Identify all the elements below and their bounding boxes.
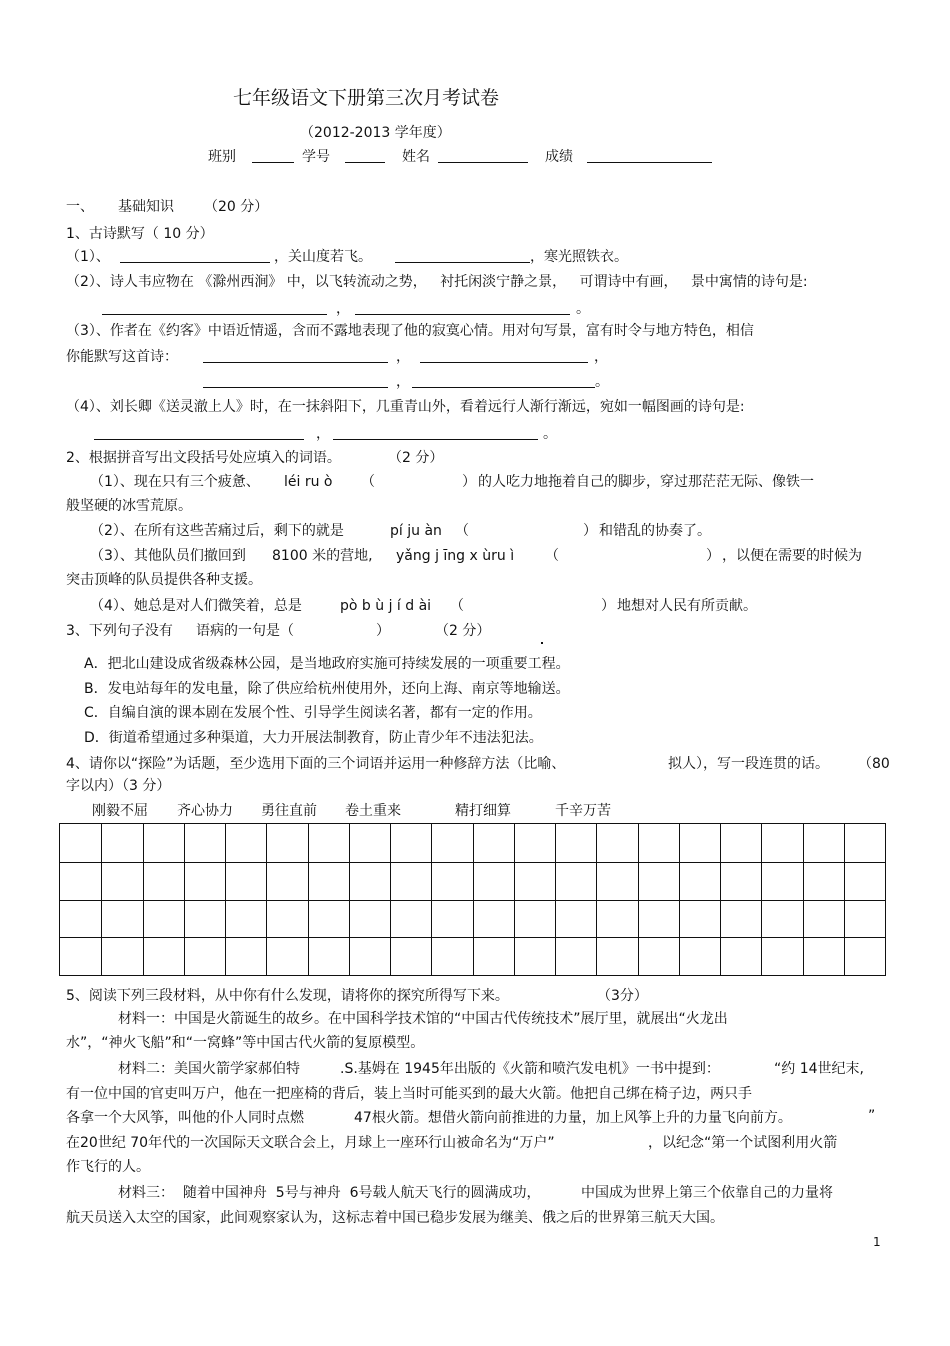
q2-s3-line2: 突击顶峰的队员提供各种支援。 <box>66 572 262 588</box>
section1-title: 基础知识 <box>118 199 174 215</box>
q1-s3-comma3: ， <box>396 374 410 390</box>
q1-s1-prefix: （1）、 <box>66 249 110 265</box>
q3-option-c: C．自编自演的课本剧在发展个性、引导学生阅读名著，都有一定的作用。 <box>84 705 542 721</box>
q3-option-d: D．街道希望通过多种渠道，大力开展法制教育，防止青少年不违法犯法。 <box>84 730 543 746</box>
student-id-label: 学号 <box>302 149 330 165</box>
q1-s4-blank1[interactable] <box>94 425 304 440</box>
q1-s3-line1: （3）、作者在《约客》中语近情遥，含而不露地表现了他的寂寞心情。用对句写景，富有时令与地方特色，相信 <box>66 323 754 339</box>
q5-points: （3分） <box>597 988 648 1004</box>
q1-title: 1、古诗默写（ 10 分） <box>66 226 214 242</box>
q5-material3-line1-a: 材料三： 随着中国神舟 5号与神舟 6号载人航天飞行的圆满成功， <box>118 1185 541 1201</box>
q4-line1-c: （80 <box>858 756 890 772</box>
q3-title-b: 语病的一句是（ <box>196 623 294 639</box>
q5-material3-line1-b: 中国成为世界上第三个依靠自己的力量将 <box>581 1185 833 1201</box>
score-label: 成绩 <box>545 149 573 165</box>
q1-s4-end: 。 <box>543 426 557 442</box>
q4-word: 齐心协力 <box>177 803 233 819</box>
q5-material3-line2: 航天员送入太空的国家，此间观察家认为，这标志着中国已稳步发展为继美、俄之后的世界第三航天大国。 <box>66 1210 724 1226</box>
q1-s3-line2: 你能默写这首诗： <box>66 349 178 365</box>
q2-s4-text: （4）、她总是对人们微笑着，总是 <box>90 598 302 614</box>
q4-word: 精打细算 <box>455 803 511 819</box>
score-blank[interactable] <box>587 148 712 163</box>
writing-grid[interactable] <box>59 823 886 976</box>
q2-s3-text2: ，以便在需要的时候为 <box>722 548 862 564</box>
q5-material2-line3-a: 各拿一个大风筝，叫他的仆人同时点燃 <box>66 1110 304 1126</box>
class-blank[interactable] <box>252 148 294 163</box>
q5-material2-line3-c: ” <box>868 1108 876 1124</box>
q5-material2-line2: 有一位中国的官吏叫万户，他在一把座椅的背后，装上当时可能买到的最大火箭。他把自己绑在椅子边，两只手 <box>66 1086 752 1102</box>
name-label: 姓名 <box>402 149 430 165</box>
q1-s4-comma: ， <box>316 426 330 442</box>
q2-s1-pinyin: léi ru ò <box>284 474 333 490</box>
q1-s3-blank3[interactable] <box>203 373 388 388</box>
q1-s3-comma1: ， <box>396 349 410 365</box>
q3-title-c: ） <box>376 623 390 639</box>
q5-title: 5、阅读下列三段材料，从中你有什么发现，请将你的探究所得写下来。 <box>66 988 509 1004</box>
page-number: 1 <box>873 1235 881 1249</box>
q5-material2-line4-b: ，以纪念“第一个试图利用火箭 <box>648 1135 838 1151</box>
q4-word: 刚毅不屈 <box>92 803 148 819</box>
q2-s1-open-paren: （ <box>361 474 375 490</box>
grid-row-line <box>60 900 885 901</box>
q2-s2-text: （2）、在所有这些苦痛过后，剩下的就是 <box>90 523 344 539</box>
q3-title-a: 3、下列句子没有 <box>66 622 950 640</box>
q2-points: （2 分） <box>388 450 444 466</box>
q1-s2-end: 。 <box>576 301 590 317</box>
q2-s2-text2: 和错乱的协奏了。 <box>599 523 711 539</box>
q2-s4-open-paren: （ <box>450 598 464 614</box>
q1-s4-blank2[interactable] <box>333 425 538 440</box>
q2-s1-line2: 般坚硬的冰雪荒原。 <box>66 498 192 514</box>
q3-option-a: A．把北山建设成省级森林公园，是当地政府实施可持续发展的一项重要工程。 <box>84 656 570 672</box>
q5-material2-line1-c: “约 14世纪末, <box>774 1061 864 1077</box>
section1-points: （20 分） <box>204 199 269 215</box>
q1-s2-blank2[interactable] <box>355 300 570 315</box>
q4-word: 千辛万苦 <box>555 803 611 819</box>
grid-row-line <box>60 937 885 938</box>
q2-s4-close-paren: ） <box>601 598 615 614</box>
q1-s2-blank1[interactable] <box>102 300 327 315</box>
name-blank[interactable] <box>438 148 528 163</box>
q2-s2-pinyin: pí ju àn <box>390 523 442 539</box>
q2-s3-open-paren: （ <box>545 548 559 564</box>
q1-s3-blank1[interactable] <box>203 348 388 363</box>
q4-word: 卷土重来 <box>345 803 401 819</box>
class-label: 班别 <box>208 149 236 165</box>
q2-s1-text: （1）、现在只有三个疲惫、 <box>90 474 260 490</box>
q5-material2-line1-a: 材料二：美国火箭学家郝伯特 <box>118 1061 300 1077</box>
student-id-blank[interactable] <box>345 148 385 163</box>
q3-option-b: B．发电站每年的发电量，除了供应给杭州使用外，还向上海、南京等地输送。 <box>84 681 570 697</box>
q2-s3-num: 8100 米的营地, <box>272 548 373 564</box>
q2-s3-pinyin: yǎng j īng x ùru ì <box>396 548 515 564</box>
q1-s3-blank4[interactable] <box>412 373 595 388</box>
q1-s3-blank2[interactable] <box>420 348 588 363</box>
q5-material2-line3-b: 47根火箭。想借火箭向前推进的力量，加上风筝上升的力量飞向前方。 <box>354 1110 792 1126</box>
q2-s3-text: （3）、其他队员们撤回到 <box>90 548 246 564</box>
school-year: （2012-2013 学年度） <box>300 125 451 141</box>
q5-material2-line4-a: 在20世纪 70年代的一次国际天文联合会上，月球上一座环行山被命名为“万户” <box>66 1135 555 1151</box>
q1-s2-line1: （2）、诗人韦应物在 《滁州西涧》 中，以飞转流动之势， 衬托闲淡宁静之景， 可谓诗中有画， 景中寓情的诗句是: <box>66 274 808 290</box>
grid-row-line <box>60 862 885 863</box>
q4-line1-b: 拟人），写一段连贯的话。 <box>668 756 829 772</box>
q2-s1-close-paren: ） <box>462 474 476 490</box>
q2-s4-pinyin: pò b ù j í d ài <box>340 598 432 614</box>
q5-material2-line5: 作飞行的人。 <box>66 1159 150 1175</box>
q1-s1-end: ，寒光照铁衣。 <box>530 249 628 265</box>
q1-s3-comma2: ， <box>594 349 608 365</box>
q3-points: （2 分） <box>435 623 491 639</box>
q2-title: 2、根据拼音写出文段括号处应填入的词语。 <box>66 450 341 466</box>
q1-s4-line1: （4）、刘长卿《送灵澈上人》时，在一抹斜阳下，几重青山外，看着远行人渐行渐远，宛如一幅图画的诗句是: <box>66 399 745 415</box>
section1-number: 一、 <box>66 199 94 215</box>
q2-s2-close-paren: ） <box>583 523 597 539</box>
q2-s1-text2: 的人吃力地拖着自己的脚步，穿过那茫茫无际、像铁一 <box>478 474 814 490</box>
page-title: 七年级语文下册第三次月考试卷 <box>233 87 500 109</box>
q1-s1-mid: ，关山度若飞。 <box>274 249 372 265</box>
q1-s2-comma: ， <box>336 301 350 317</box>
q5-material2-line1-b: .S.基姆在 1945年出版的《火箭和喷汽发电机》一书中提到： <box>340 1061 720 1077</box>
q1-s3-end: 。 <box>595 374 609 390</box>
q2-s3-close-paren: ） <box>706 548 720 564</box>
q4-line2: 字以内）（3 分） <box>66 778 171 794</box>
q2-s2-open-paren: （ <box>455 523 469 539</box>
q1-s1-blank1[interactable] <box>120 248 270 263</box>
q2-s4-text2: 地想对人民有所贡献。 <box>617 598 757 614</box>
q5-material1-line1: 材料一：中国是火箭诞生的故乡。在中国科学技术馆的“中国古代传统技术”展厅里，就展出“火龙出 <box>118 1011 728 1027</box>
q5-material1-line2: 水”，“神火飞船”和“一窝蜂”等中国古代火箭的复原模型。 <box>66 1035 425 1051</box>
q4-line1-a: 4、请你以“探险”为话题，至少选用下面的三个词语并运用一种修辞方法（比喻、 <box>66 756 566 772</box>
q4-word: 勇往直前 <box>261 803 317 819</box>
q1-s1-blank2[interactable] <box>395 248 530 263</box>
